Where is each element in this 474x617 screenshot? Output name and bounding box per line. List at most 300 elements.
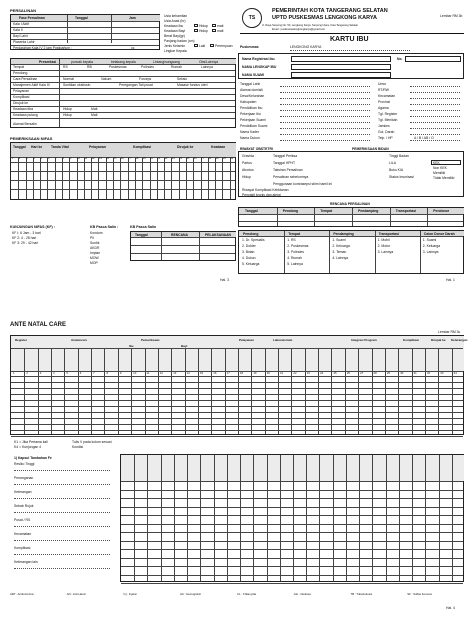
field-label: Kabupaten bbox=[240, 100, 257, 104]
label-taksiran: Taksiran Persalinan bbox=[273, 168, 303, 172]
legend-bottom-item: Glu : Glukosa bbox=[293, 592, 311, 596]
field-input-line[interactable] bbox=[280, 128, 370, 129]
lower-left-item: Keterangan bbox=[14, 490, 32, 494]
anc-col-divider bbox=[198, 348, 199, 434]
nama-suami-field[interactable] bbox=[291, 72, 391, 78]
label-gravida: Gravida bbox=[242, 154, 254, 158]
anc-col-number: 5 bbox=[66, 371, 68, 375]
anc-col-divider bbox=[225, 348, 226, 434]
field-input-line[interactable] bbox=[410, 116, 460, 117]
anc-note-kondisi: Kondisi bbox=[72, 445, 84, 449]
anc-col-number: 19 bbox=[253, 371, 257, 375]
anc-row-line bbox=[11, 424, 463, 425]
lower-left-title: 1) Kapsul Tambahan Fe bbox=[14, 456, 52, 460]
field-input-line[interactable] bbox=[280, 104, 370, 105]
kf1-text: KF I: 6 Jam - 3 hari bbox=[12, 231, 41, 235]
opt-belakang-kepala: belakang kepala bbox=[111, 59, 136, 64]
anc-col-divider bbox=[425, 348, 426, 434]
kunjungan-title: KUNJUNGAN NIFAS (KF) : bbox=[10, 225, 55, 229]
rencana-col-header: Tanggal bbox=[245, 209, 258, 213]
anc-col-divider bbox=[278, 348, 279, 434]
field-label: Pendidikan Ibu bbox=[240, 106, 263, 110]
anc-col-number: 3 bbox=[39, 371, 42, 375]
anc2-col-divider bbox=[174, 455, 175, 581]
anc-col-number: 4 bbox=[53, 371, 55, 375]
value-bayi-mati: mati bbox=[217, 29, 224, 33]
anc-col-number: 1 bbox=[13, 371, 15, 375]
field-input-line[interactable] bbox=[280, 116, 370, 117]
field-input-line[interactable] bbox=[410, 98, 460, 99]
nifas-col-divider bbox=[84, 157, 88, 199]
anc-col-number: 25 bbox=[333, 371, 337, 375]
anc-row-line bbox=[11, 382, 463, 383]
nifas-col-number: 20 bbox=[150, 157, 153, 160]
nifas-col-divider bbox=[18, 157, 19, 199]
label-nama-registrasi: Nama Registrasi Ibu bbox=[242, 57, 275, 61]
anc-legend-bottom bbox=[10, 592, 464, 602]
checkbox-ibu-hidup[interactable] bbox=[194, 24, 198, 27]
legend-table bbox=[238, 230, 464, 274]
checkbox-bayi-mati[interactable] bbox=[212, 29, 216, 32]
anc-column-numbers bbox=[10, 371, 464, 375]
anc-col-number: 16 bbox=[213, 371, 217, 375]
anc-col-number: 32 bbox=[426, 371, 431, 375]
anc-col-number: 13 bbox=[173, 371, 177, 375]
anc2-col-divider bbox=[147, 455, 148, 581]
nifas-col-number: 23 bbox=[171, 157, 175, 160]
anc-col-divider bbox=[265, 348, 266, 434]
lower-left-item: Pusat / RS bbox=[14, 518, 31, 522]
lower-left-item: Penanganan bbox=[14, 476, 34, 480]
nifas-col-number: 25 bbox=[186, 157, 190, 160]
nifas-col-divider bbox=[230, 157, 234, 199]
anc-col-divider bbox=[372, 348, 373, 434]
nifas-col-number: 27 bbox=[201, 157, 204, 160]
anc2-col-divider bbox=[439, 455, 440, 581]
field-input-line[interactable] bbox=[280, 98, 370, 99]
tempat-rb: RB bbox=[87, 65, 92, 69]
lower-left-line[interactable] bbox=[14, 498, 110, 499]
tidak-memiliki-option: Tidak Memiliki bbox=[433, 176, 455, 180]
anc-col-number: 33 bbox=[440, 371, 444, 375]
cara-normal: Normal bbox=[63, 77, 74, 81]
presentasi-table bbox=[10, 58, 236, 128]
anc2-col-divider bbox=[187, 455, 188, 581]
pemeriksaan-title: PEMERIKSAAN BIDAN bbox=[352, 147, 389, 151]
nifas-col-number: 15 bbox=[113, 157, 117, 160]
anc-col-number: 12 bbox=[159, 371, 163, 375]
nifas-col-number: 5 bbox=[40, 157, 43, 160]
nifas-col-hari: Hari ke bbox=[31, 145, 43, 149]
nifas-col-number: 19 bbox=[142, 157, 146, 160]
nifas-col-divider bbox=[106, 157, 110, 199]
nifas-col-divider bbox=[91, 157, 92, 199]
field-label: Pendidikan Suami bbox=[240, 124, 268, 128]
rencana-col-header: Transportasi bbox=[395, 209, 417, 213]
kb-title: KB Pasca Salin : bbox=[90, 225, 119, 229]
nama-lengkap-field[interactable] bbox=[291, 64, 391, 70]
label-hpht: Tanggal HPHT bbox=[273, 161, 296, 165]
anc-col-number: 18 bbox=[240, 371, 244, 375]
anc-col-number: 29 bbox=[386, 371, 390, 375]
anc2-col-divider bbox=[267, 455, 268, 581]
field-label: Desa/Kelurahan bbox=[240, 94, 265, 98]
anc2-col-divider bbox=[399, 455, 400, 581]
legend-item: 2. Puskesmas bbox=[287, 244, 309, 248]
row-dirujuk: Dirujuk ke bbox=[13, 101, 29, 105]
nifas-col-divider bbox=[142, 157, 143, 199]
tempat-puskesmas: Puskesmas bbox=[109, 65, 127, 69]
legend-item: 1. RS bbox=[287, 238, 296, 242]
rencana-col-divider bbox=[352, 208, 353, 226]
anc-group-header: Komplikasi bbox=[403, 338, 420, 342]
field-label: Tanggal Lahir bbox=[240, 82, 261, 86]
nifas-col-komplikasi: Komplikasi bbox=[133, 145, 152, 149]
letterhead-address: Jl. Raya Serpong No. 50, Lengkong Karya, Serpong Utara, Kota Tangerang Selatan bbox=[262, 24, 359, 27]
legend-item: 4. Rumah bbox=[287, 256, 302, 260]
anc-col-number: 28 bbox=[373, 371, 377, 375]
nifas-col-number: 18 bbox=[135, 157, 139, 160]
tiba-hidup: Hidup bbox=[63, 107, 72, 111]
nifas-col-number: 16 bbox=[120, 157, 124, 160]
nifas-col-number: 26 bbox=[193, 157, 197, 160]
anc-col-divider bbox=[118, 348, 119, 434]
anc2-col-divider bbox=[293, 455, 294, 581]
legend-item: 2. Keluarga bbox=[332, 244, 350, 248]
nifas-col-number: 21 bbox=[157, 157, 161, 160]
legend-col-divider bbox=[375, 231, 376, 273]
label-kontrasepsi: Penggunaan kontrasepsi sblm hamil ini bbox=[273, 182, 332, 186]
anc-col-divider bbox=[438, 348, 439, 434]
nifas-col-divider bbox=[208, 157, 212, 199]
rencana-col-header: Pendonor bbox=[433, 209, 450, 213]
tempat-rumah: Rumah bbox=[171, 65, 182, 69]
nifas-column-numbers bbox=[10, 157, 236, 161]
anc-col-divider bbox=[305, 348, 306, 434]
nifas-col-divider bbox=[215, 157, 216, 199]
field-label: Tgl. Register bbox=[378, 112, 398, 116]
nifas-col-divider bbox=[157, 157, 161, 199]
rencana-col-divider bbox=[314, 208, 315, 226]
anc-col-number: 34 bbox=[453, 371, 457, 375]
anc-row-line bbox=[11, 412, 463, 413]
legend-col-divider bbox=[329, 231, 330, 273]
row-manajemen: Manajemen Aktif Kala III bbox=[13, 83, 50, 87]
anc-row-line bbox=[11, 400, 463, 401]
label-berat-bayi: Berat Bayi(gr) bbox=[164, 34, 185, 38]
anc-row-line bbox=[11, 388, 463, 389]
field-label: Telp. / HP bbox=[378, 136, 393, 140]
row-keadaan-tiba: Keadaan tiba bbox=[13, 107, 33, 111]
anc-col-divider bbox=[358, 348, 359, 434]
page-number-1: Hal. 1 bbox=[446, 278, 455, 282]
lower-left-item: Resiko Tinggi bbox=[14, 462, 35, 466]
legend-item: 2. Dokter bbox=[242, 244, 256, 248]
row-bayi-lahir: Bayi Lahir bbox=[13, 34, 29, 38]
lower-left-line[interactable] bbox=[14, 554, 110, 555]
anc-col-number: 21 bbox=[280, 371, 284, 375]
checkbox-bayi-hidup[interactable] bbox=[194, 29, 198, 32]
kb-mow: MOW bbox=[90, 256, 99, 260]
anc-group-header: Laboratorium bbox=[273, 338, 293, 342]
page-number-4: Hal. 4 bbox=[446, 606, 455, 610]
field-input-line[interactable] bbox=[280, 122, 370, 123]
label-hidup: Hidup bbox=[242, 175, 251, 179]
label-nama-suami: NAMA SUAMI bbox=[242, 73, 264, 77]
nifas-col-number: 4 bbox=[33, 157, 35, 160]
anc2-row-line bbox=[121, 583, 463, 584]
tempat-rs: RS bbox=[63, 65, 68, 69]
row-pelayanan: Pelayanan bbox=[13, 89, 30, 93]
pulang-mati: Mati bbox=[91, 113, 98, 117]
anc2-col-divider bbox=[386, 455, 387, 581]
nifas-col-dirujuk: Dirujuk ke bbox=[177, 145, 194, 149]
field-input-line[interactable] bbox=[410, 134, 460, 135]
field-label: Agama bbox=[378, 106, 389, 110]
legend-bottom-item: Inj : Injeksi bbox=[123, 592, 137, 596]
nifas-col-number: 13 bbox=[98, 157, 102, 160]
cara-forceps: Forceps bbox=[139, 77, 152, 81]
label-lingkar-kepala: Lingkar Kepala bbox=[164, 49, 187, 53]
col-jam: Jam bbox=[129, 16, 136, 20]
anc2-col-divider bbox=[346, 455, 347, 581]
nifas-col-number: 12 bbox=[91, 157, 95, 160]
legend-bottom-item: CL : Chlamydia bbox=[237, 592, 257, 596]
field-input-line[interactable] bbox=[280, 86, 370, 87]
anc-main-table bbox=[10, 335, 468, 435]
row-penolong: Penolong bbox=[13, 71, 28, 75]
legend-col-header: Transportasi bbox=[378, 231, 399, 236]
anc2-col-divider bbox=[161, 455, 162, 581]
anc-col-divider bbox=[345, 348, 346, 434]
anc-col-number: 22 bbox=[293, 371, 297, 375]
nifas-col-number: 11 bbox=[84, 157, 88, 160]
nifas-col-divider bbox=[62, 157, 63, 199]
anc-col-number: 23 bbox=[306, 371, 310, 375]
anc-col-divider bbox=[331, 348, 332, 434]
no-field[interactable] bbox=[405, 56, 461, 62]
label-persalinan-sebelumnya: Persalinan sebelumnya bbox=[273, 175, 309, 179]
nifas-col-divider bbox=[164, 157, 165, 199]
lower-left-line[interactable] bbox=[14, 568, 110, 569]
label-usia-kehamilan: Usia kehamilan bbox=[164, 14, 188, 18]
checkbox-perempuan[interactable] bbox=[210, 44, 214, 47]
value-perempuan: Perempuan bbox=[215, 44, 233, 48]
label-partus: Partus bbox=[242, 161, 252, 165]
anc2-col-divider bbox=[240, 455, 241, 581]
puskesmas-value: LENGKONG KARYA bbox=[290, 45, 322, 49]
obstetri-box bbox=[238, 151, 464, 197]
label-buku-kia: Buku KIA bbox=[389, 168, 404, 172]
anc-col-divider bbox=[51, 348, 52, 434]
anc-col-divider bbox=[291, 348, 292, 434]
anc-col-divider bbox=[78, 348, 79, 434]
anc-col-number: 31 bbox=[413, 371, 417, 375]
nifas-col-divider bbox=[186, 157, 190, 199]
lower-left-line[interactable] bbox=[14, 540, 110, 541]
field-input-line[interactable] bbox=[280, 140, 370, 141]
nifas-title: PEMERIKSAAN NIFAS bbox=[10, 136, 53, 141]
lower-left-line[interactable] bbox=[14, 484, 110, 485]
anc-group-header: Pemeriksaan bbox=[141, 338, 160, 342]
anc-second-table bbox=[120, 454, 464, 582]
nifas-col-number: 17 bbox=[128, 157, 132, 160]
identity-box bbox=[238, 53, 464, 79]
nifas-col-number: 22 bbox=[164, 157, 168, 160]
legend-item: 5. Keluarga bbox=[242, 262, 260, 266]
tempat-lainnya: Lainnya bbox=[201, 65, 213, 69]
anc-group-header: Anamnesis bbox=[71, 338, 88, 342]
anc2-col-divider bbox=[280, 455, 281, 581]
row-alamat: Alamat Bersalin bbox=[13, 122, 37, 126]
field-label: Gol. Darah bbox=[378, 130, 395, 134]
anc-col-number: 24 bbox=[320, 371, 324, 375]
field-label: Nama Dukun bbox=[240, 136, 260, 140]
nifas-col-number: 1 bbox=[11, 157, 13, 160]
legend-bottom-item: Hb : Hemoglobin bbox=[180, 592, 202, 596]
nifas-col-divider bbox=[222, 157, 223, 199]
anc-note-tulis: Tulis V pada kolom sesuai bbox=[72, 440, 112, 444]
field-input-line[interactable] bbox=[410, 92, 460, 93]
nifas-col-tanda-vital: Tanda Vital bbox=[51, 145, 69, 149]
field-input-line[interactable] bbox=[410, 86, 460, 87]
legend-item: 1. Suami bbox=[332, 238, 346, 242]
nama-registrasi-field[interactable] bbox=[291, 56, 391, 62]
nifas-col-divider bbox=[55, 157, 56, 199]
rencana-col-divider bbox=[427, 208, 428, 226]
field-label: Umur bbox=[378, 82, 387, 86]
anc2-col-divider bbox=[412, 455, 413, 581]
puskesmas-label: Puskesmas bbox=[240, 45, 259, 49]
mak-tali-pusat: Peregangan Tali pusat bbox=[119, 83, 153, 87]
anc-sheet-number: Lembar RM 3c bbox=[438, 330, 461, 334]
row-keadaan-pulang: Keadaan pulang bbox=[13, 113, 38, 117]
anc-col-divider bbox=[251, 348, 252, 434]
opt-lintang: Lintang/sungsang bbox=[153, 59, 180, 64]
kb-implan: Implan bbox=[90, 251, 101, 255]
label-status-imunisasi: Status Imunisasi bbox=[389, 175, 414, 179]
nifas-col-divider bbox=[69, 157, 70, 199]
persalinan-table bbox=[10, 14, 160, 50]
lower-left-line[interactable] bbox=[14, 526, 110, 527]
lower-left-line[interactable] bbox=[14, 512, 110, 513]
kb-col-tanggal: Tanggal bbox=[135, 232, 148, 237]
field-label: Jamkes bbox=[378, 124, 390, 128]
anc2-col-divider bbox=[425, 455, 426, 581]
mak-oksitosin: Suntikan oksitosin bbox=[63, 83, 91, 87]
anc-group-header: Pelayanan bbox=[239, 338, 254, 342]
nifas-col-number: 24 bbox=[179, 157, 183, 160]
tempat-polindes: Polindes bbox=[141, 65, 155, 69]
legend-item: 1. Mobil bbox=[377, 238, 390, 242]
letterhead-line2: UPTD PUSKESMAS LENGKONG KARYA bbox=[272, 15, 378, 21]
field-label: Pekerjaan Ibu bbox=[240, 112, 261, 116]
row-tempat: Tempat bbox=[13, 65, 25, 69]
value-bayi-hidup: Hidup bbox=[199, 29, 208, 33]
rencana-table bbox=[238, 207, 464, 227]
field-label: Pekerjaan Suami bbox=[240, 118, 266, 122]
checkbox-ibu-mati[interactable] bbox=[212, 24, 216, 27]
nifas-col-pelayanan: Pelayanan bbox=[89, 145, 106, 149]
rencana-col-header: Tempat bbox=[320, 209, 333, 213]
label-usia-anak: Usia Anak (hr) bbox=[164, 19, 186, 23]
field-input-line[interactable] bbox=[280, 110, 370, 111]
legend-item: 3. Lainnya bbox=[422, 250, 439, 254]
label-keadaan-ibu: Keadaan Ibu bbox=[164, 24, 184, 28]
label-abortus: Abortus bbox=[242, 168, 254, 172]
anc-row-line bbox=[11, 436, 463, 437]
kb-kondom: Kondom bbox=[90, 231, 103, 235]
anc-col-number: 10 bbox=[133, 371, 137, 375]
lower-left-item: Komplikasi bbox=[14, 546, 31, 550]
nifas-col-divider bbox=[33, 157, 34, 199]
nifas-col-number: 7 bbox=[55, 157, 57, 160]
anc2-col-divider bbox=[319, 455, 320, 581]
anc-row-line bbox=[11, 406, 463, 407]
field-input-line[interactable] bbox=[280, 92, 370, 93]
lower-left-line[interactable] bbox=[14, 470, 110, 471]
field-input-line[interactable] bbox=[410, 104, 460, 105]
mak-masase: Masase fundus uteri bbox=[177, 83, 208, 87]
legend-col-divider bbox=[420, 231, 421, 273]
anc-note-k4: K4 = Kunjungan 4 bbox=[14, 445, 42, 449]
field-label: RT/RW bbox=[378, 88, 389, 92]
nifas-col-divider bbox=[201, 157, 202, 199]
anc2-col-divider bbox=[253, 455, 254, 581]
nifas-col-number: 31 bbox=[230, 157, 234, 160]
nifas-col-divider bbox=[98, 157, 99, 199]
tiba-mati: Mati bbox=[91, 107, 98, 111]
legend-col-header: Tempat bbox=[288, 231, 300, 236]
anc-col-number: 30 bbox=[400, 371, 404, 375]
field-input-line[interactable] bbox=[280, 134, 370, 135]
rencana-title: RENCANA PERSALINAN bbox=[330, 202, 370, 206]
nifas-col-divider bbox=[128, 157, 132, 199]
nifas-col-divider bbox=[40, 157, 41, 199]
lower-left-list bbox=[14, 462, 114, 582]
field-label: Nama Kader bbox=[240, 130, 260, 134]
lower-left-item: Kecamatan bbox=[14, 532, 32, 536]
row-kala2: Kala II bbox=[13, 28, 23, 32]
field-input-line[interactable] bbox=[410, 122, 460, 123]
value-ibu-mati: mati bbox=[217, 24, 224, 28]
unit-cc: cc bbox=[131, 46, 135, 50]
anc2-col-divider bbox=[359, 455, 360, 581]
anc-col-divider bbox=[145, 348, 146, 434]
legend-item: 3. Teman bbox=[332, 250, 347, 254]
anc-col-divider bbox=[318, 348, 319, 434]
anc-col-divider bbox=[104, 348, 105, 434]
checkbox-laki[interactable] bbox=[194, 44, 198, 47]
row-komplikasi: Komplikasi bbox=[13, 95, 30, 99]
row-plasenta: Plasenta Lahir bbox=[13, 40, 35, 44]
pulang-hidup: Hidup bbox=[63, 113, 72, 117]
legend-bottom-item: ART : Antiretroviral bbox=[10, 592, 34, 596]
anc2-col-divider bbox=[214, 455, 215, 581]
field-input-line[interactable] bbox=[410, 128, 460, 129]
field-input-line[interactable] bbox=[410, 110, 460, 111]
anc-group-header: Bayi bbox=[181, 344, 188, 348]
anc-col-number: 7 bbox=[93, 371, 95, 375]
letterhead-email: Email : puskesmaslengkongkarya@gmail.com bbox=[272, 28, 326, 31]
label-riwayat-komplikasi: Riwayat Komplikasi Kebidanan bbox=[242, 188, 289, 192]
anc-row-line bbox=[11, 418, 463, 419]
anc-group-header: Keterangan bbox=[451, 338, 468, 342]
label-tinggi-badan: Tinggi Badan bbox=[389, 154, 409, 158]
sheet-number: Lembar RM 3b bbox=[440, 14, 463, 18]
legend-col-header: Calon Donor Darah bbox=[423, 231, 455, 236]
legend-col-divider bbox=[284, 231, 285, 273]
